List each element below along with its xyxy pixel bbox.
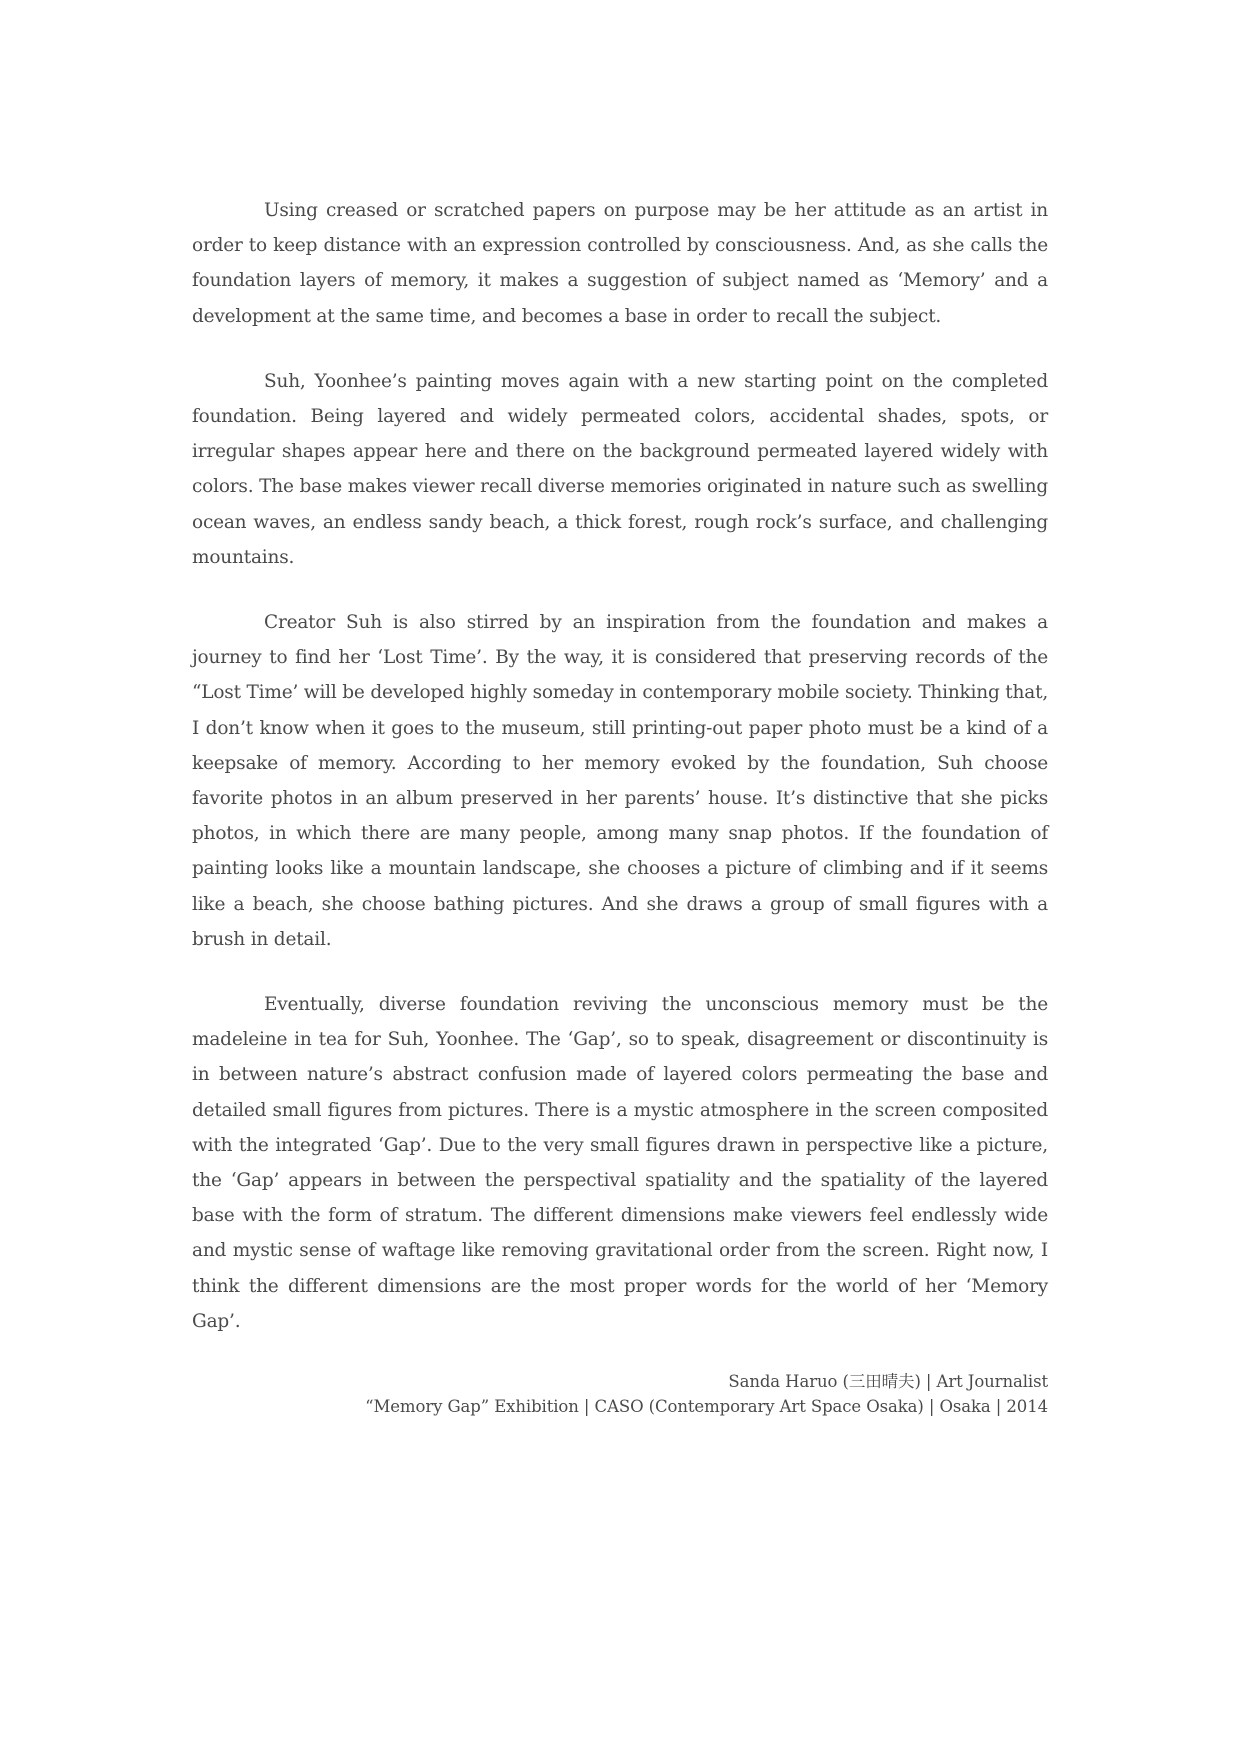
author-signature — [192, 1369, 1048, 1419]
paragraph-1: Using creased or scratched papers on purpose may be her attitude as an artist in order to keep distance with an expression controlled by consciousness. And, as she calls the foundation layers of memory, it makes a suggestion of subject named as ‘Memory’ and a development at the same time, and becomes a base in order to recall the subject. — [192, 200, 1048, 327]
paragraph-2: Suh, Yoonhee’s painting moves again with a new starting point on the completed foundation. Being layered and widely permeated colors, accidental shades, spots, or irregular shapes appear here and there on the background permeated layered widely with colors. The base makes viewer recall diverse memories originated in nature such as swelling ocean waves, an endless sandy beach, a thick forest, rough rock’s surface, and challenging mountains. — [192, 370, 1048, 568]
essay-page — [192, 193, 1048, 1419]
paragraph-4: Eventually, diverse foundation reviving the unconscious memory must be the madeleine in tea for Suh, Yoonhee. The ‘Gap’, so to speak, disagreement or discontinuity is in between nature’s abstract confusion made of layered colors permeating the base and detailed small figures from pictures. There is a mystic atmosphere in the screen composited with the integrated ‘Gap’. Due to the very small figures drawn in perspective like a picture, the ‘Gap’ appears in between the perspectival spatiality and the spatiality of the layered base with the form of stratum. The different dimensions make viewers feel endlessly wide and mystic sense of waftage like removing gravitational order from the screen. Right now, I think the different dimensions are the most proper words for the world of her ‘Memory Gap’. — [192, 994, 1048, 1332]
paragraph-3: Creator Suh is also stirred by an inspiration from the foundation and makes a journey to find her ‘Lost Time’. By the way, it is considered that preserving records of the “Lost Time’ will be developed highly someday in contemporary mobile society. Thinking that, I don’t know when it goes to the museum, still printing-out paper photo must be a kind of a keepsake of memory. According to her memory evoked by the foundation, Suh choose favorite photos in an album preserved in her parents’ house. It’s distinctive that she picks photos, in which there are many people, among many snap photos. If the foundation of painting looks like a mountain landscape, she chooses a picture of climbing and if it seems like a beach, she choose bathing pictures. And she draws a group of small figures with a brush in detail. — [192, 612, 1048, 950]
exhibition-credit: “Memory Gap” Exhibition | CASO (Contemporary Art Space Osaka) | Osaka | 2014 — [365, 1397, 1048, 1417]
author-credit: Sanda Haruo (三田晴夫) | Art Journalist — [728, 1372, 1048, 1392]
